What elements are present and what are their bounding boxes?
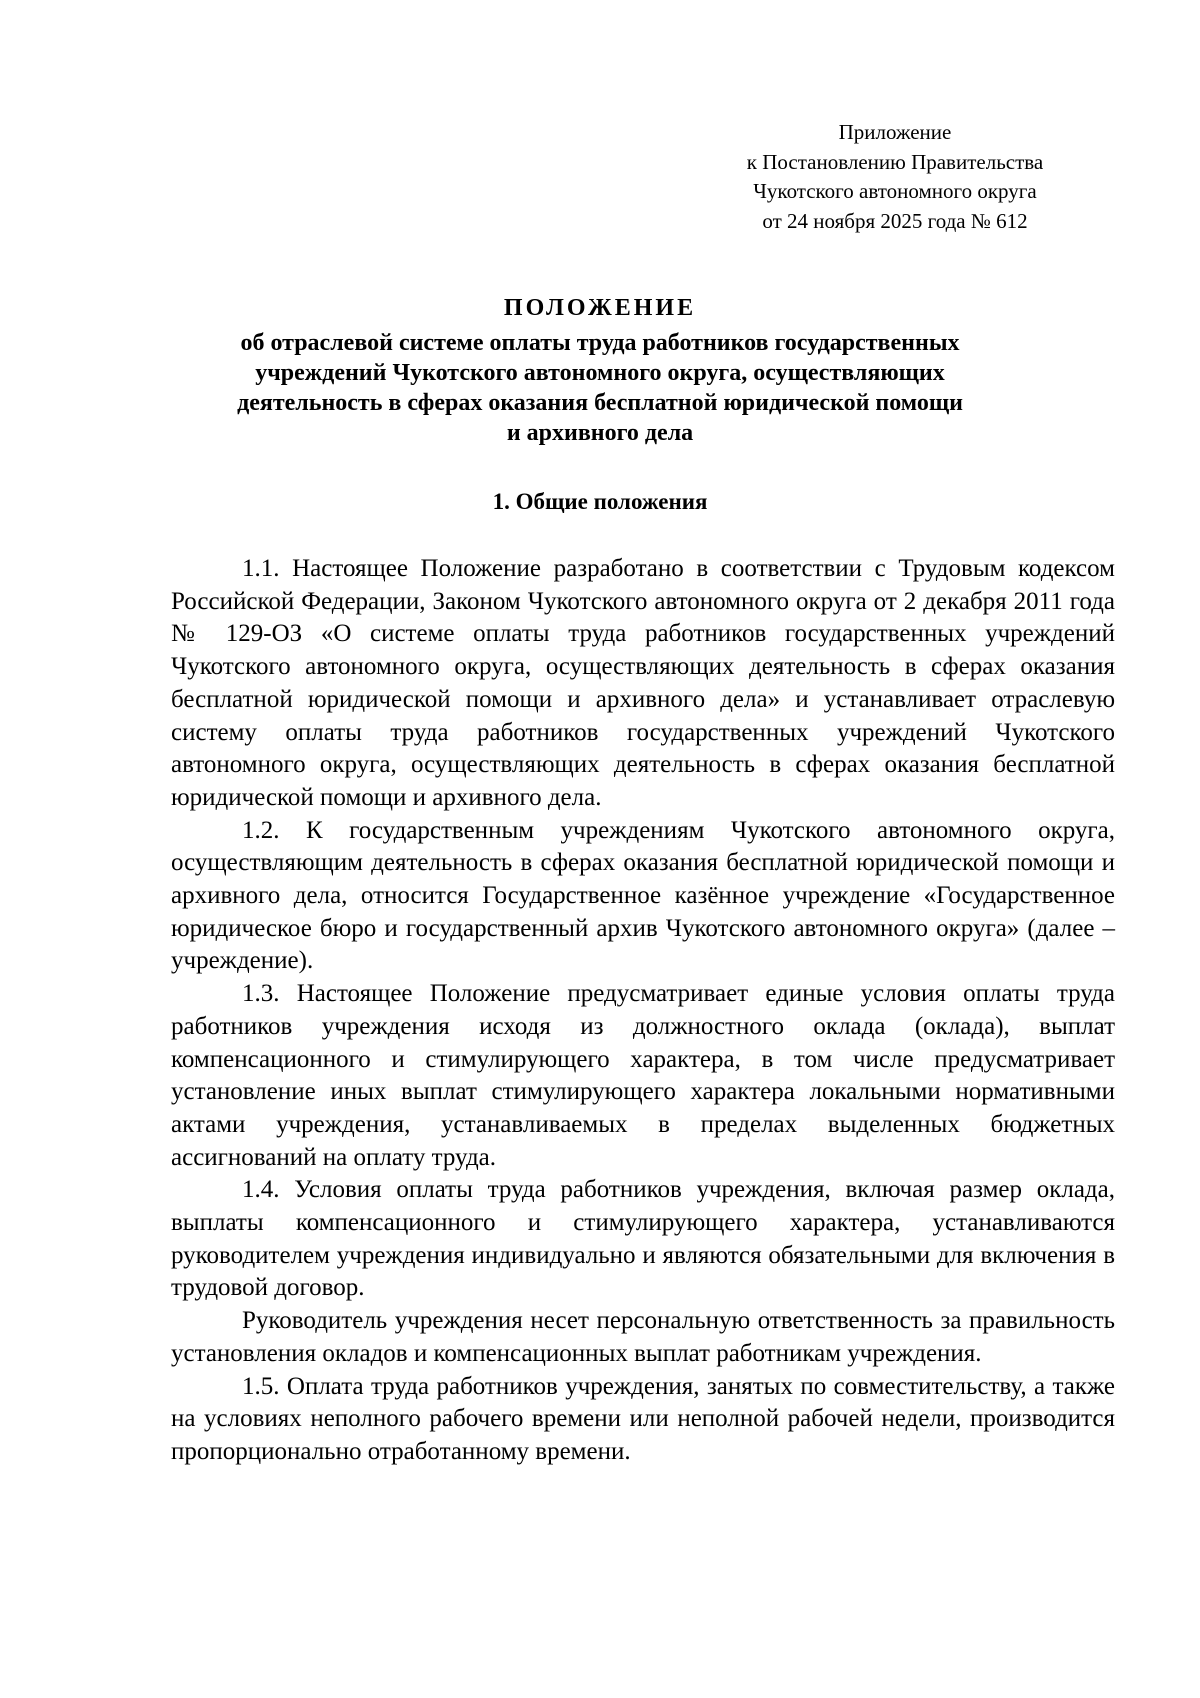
paragraph-1-5: 1.5. Оплата труда работников учреждения, занятых по совместительству, а также на условиях неполного рабочего времени или неполной рабочей недели, производится пропорционально отработанному времени. xyxy=(171,1372,1115,1465)
paragraph-1-1: 1.1. Настоящее Положение разработано в соответствии с Трудовым кодексом Российской Федерации, Законом Чукотского автономного округа от 2 декабря 2011 года № 129-ОЗ «О системе оплаты труда работников государственных учреждений Чукотского автономного округа, осуществляющих деятельность в сферах оказания бесплатной юридической помощи и архивного дела» и устанавливает отраслевую систему оплаты труда работников государственных учреждений Чукотского автономного округа, осуществляющих деятельность в сферах оказания бесплатной юридической помощи и архивного дела. xyxy=(171,555,1115,811)
title-main: ПОЛОЖЕНИЕ xyxy=(503,295,697,321)
appendix-region: Чукотского автономного округа xyxy=(753,179,1037,203)
paragraph-1-4: 1.4. Условия оплаты труда работников учреждения, включая размер оклада, выплаты компенсационного и стимулирующего характера, устанавливаются руководителем учреждения индивидуально и являются обязательными для включения в трудовой договор. xyxy=(171,1176,1115,1302)
section-heading: 1. Общие положения xyxy=(492,489,708,514)
subtitle-line: об отраслевой системе оплаты труда работников государственных xyxy=(240,330,960,356)
appendix-label: Приложение xyxy=(838,120,952,144)
subtitle-line: и архивного дела xyxy=(506,420,694,446)
subtitle-line: учреждений Чукотского автономного округа, осуществляющих xyxy=(255,360,945,386)
appendix-date-number: от 24 ноября 2025 года № 612 xyxy=(762,208,1028,233)
subtitle-line: деятельность в сферах оказания бесплатной юридической помощи xyxy=(237,390,963,416)
appendix-header xyxy=(690,118,1100,236)
section-body xyxy=(171,553,1115,1469)
title-subtitle xyxy=(150,328,1050,448)
paragraph-1-2: 1.2. К государственным учреждениям Чукотского автономного округа, осуществляющим деятельность в сферах оказания бесплатной юридической помощи и архивного дела, относится Государственное казённое учреждение «Государственное юридическое бюро и государственный архив Чукотского автономного округа» (далее – учреждение). xyxy=(171,816,1115,975)
document-title xyxy=(150,290,1050,448)
paragraph-responsibility: Руководитель учреждения несет персональную ответственность за правильность установления окладов и компенсационных выплат работникам учреждения. xyxy=(171,1307,1115,1367)
appendix-resolution-ref: к Постановлению Правительства xyxy=(746,149,1044,174)
paragraph-1-3: 1.3. Настоящее Положение предусматривает единые условия оплаты труда работников учреждения исходя из должностного оклада (оклада), выплат компенсационного и стимулирующего характера, в том числе предусматривает установление иных выплат стимулирующего характера локальными нормативными актами учреждения, устанавливаемых в пределах выделенных бюджетных ассигнований на оплату труда. xyxy=(171,980,1115,1171)
